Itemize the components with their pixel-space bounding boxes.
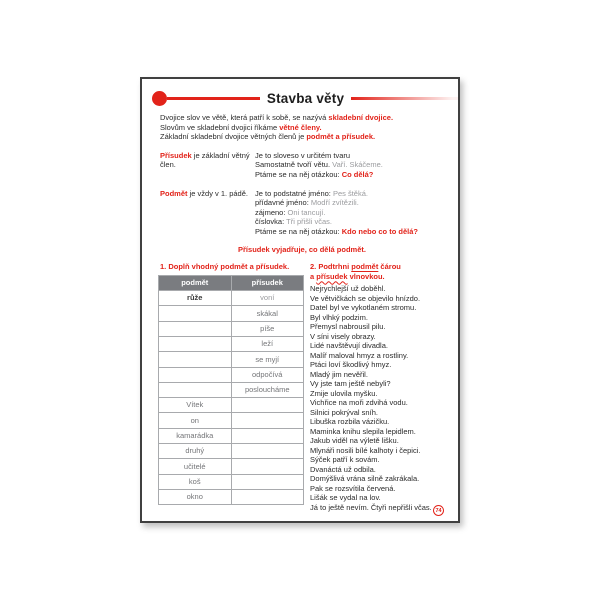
exercises-section <box>160 262 444 512</box>
exercise-sentence: Přemysl nabrousil pilu. <box>310 322 386 332</box>
title-rule-right <box>351 97 458 100</box>
exercise-sentence: Maminka knihu slepila lepidlem. <box>310 426 416 436</box>
table-row <box>159 367 304 382</box>
cell-prisudek <box>231 398 304 413</box>
text-plain: Slovům ve skladební dvojici říkáme <box>160 122 280 132</box>
exercise-sentence: Silnici pokrýval sníh. <box>310 407 378 417</box>
exercise-sentence: Vy jste tam ještě nebyli? <box>310 379 391 389</box>
cell-podmet <box>159 336 232 351</box>
exercise-sentence: Já to ještě nevím. Čtyři nepřišli včas. <box>310 502 432 512</box>
page-title: Stavba věty <box>266 91 345 106</box>
exercise-sentence: Dvanáctá už odbila. <box>310 464 376 474</box>
heading-pre: a <box>310 271 317 281</box>
term-rest: je vždy v 1. pádě. <box>187 188 248 198</box>
header-prisudek: přísudek <box>231 275 304 290</box>
text-plain: Ptáme se na něj otázkou: <box>255 226 342 236</box>
heading-wavy-word: přísudek <box>316 271 348 281</box>
cell-prisudek <box>231 443 304 458</box>
text-highlight: skladební dvojice. <box>328 113 394 122</box>
text-plain: zájmeno: <box>255 207 288 217</box>
text-line <box>255 189 444 199</box>
exercise-sentence: Datel byl ve vykotlaném stromu. <box>310 303 417 313</box>
exercise-sentence: Nejrychlejší už doběhl. <box>310 284 386 294</box>
cell-prisudek <box>231 459 304 474</box>
text-line <box>160 123 444 133</box>
exercise-sentence: Vichřice na moři zdvihá vodu. <box>310 398 408 408</box>
cell-prisudek: voní <box>231 291 304 306</box>
definition-term <box>160 189 255 237</box>
table-row <box>159 336 304 351</box>
exercise-sentence: Zmije ulovila myšku. <box>310 388 378 398</box>
definition-term <box>160 151 255 180</box>
text-plain: přídavné jméno: <box>255 198 311 208</box>
text-line <box>255 217 444 227</box>
fill-in-table <box>158 275 304 505</box>
cell-prisudek: skákal <box>231 306 304 321</box>
term-rest: je základní větný člen. <box>160 150 250 170</box>
exercise-sentence: Libuška rozbila vázičku. <box>310 417 390 427</box>
exercise-1 <box>160 262 310 512</box>
red-dot-icon <box>152 91 167 106</box>
table-head <box>159 275 304 290</box>
text-line <box>255 160 444 170</box>
cell-podmet: okno <box>159 489 232 504</box>
exercise-sentence: Mlynáři nosili bílé kalhoty i čepici. <box>310 445 421 455</box>
worksheet-page <box>140 77 460 523</box>
table-row <box>159 352 304 367</box>
intro-paragraph <box>160 113 444 142</box>
text-line <box>255 208 444 218</box>
table-row <box>159 291 304 306</box>
text-example: Pes štěká. <box>332 188 368 198</box>
title-rule-left <box>167 97 260 100</box>
text-highlight: Kdo nebo co to dělá? <box>341 226 418 236</box>
cell-prisudek: posloucháme <box>231 382 304 397</box>
text-line <box>255 227 444 237</box>
text-line <box>255 151 444 161</box>
cell-prisudek: se myjí <box>231 352 304 367</box>
cell-podmet <box>159 306 232 321</box>
cell-prisudek <box>231 474 304 489</box>
heading-post: vlnovkou. <box>347 271 385 281</box>
exercise-sentence: Mladý jim nevěřil. <box>310 369 368 379</box>
text-plain: Samostatně tvoří větu. <box>255 160 333 170</box>
text-plain: Ptáme se na něj otázkou: <box>255 169 342 179</box>
cell-podmet: učitelé <box>159 459 232 474</box>
text-line <box>160 132 444 142</box>
exercise-sentence: V síni visely obrazy. <box>310 331 376 341</box>
exercise-sentence: Ptáci loví škodlivý hmyz. <box>310 360 392 370</box>
cell-podmet <box>159 367 232 382</box>
table-row <box>159 321 304 336</box>
exercise-sentence: Byl vlhký podzim. <box>310 312 368 322</box>
definition-details <box>255 189 444 237</box>
text-plain: Dvojice slov ve větě, která patří k sobě, se nazývá <box>160 113 329 122</box>
text-plain: Je to podstatné jméno: <box>255 188 333 198</box>
cell-prisudek <box>231 413 304 428</box>
header-podmet: podmět <box>159 275 232 290</box>
definition-prisudek <box>160 151 444 180</box>
table-row <box>159 459 304 474</box>
exercise-sentence: Pak se rozsvítila červená. <box>310 483 396 493</box>
text-line <box>160 113 444 123</box>
exercise-sentence: Sýček patří k sovám. <box>310 455 380 465</box>
cell-prisudek: odpočívá <box>231 367 304 382</box>
summary-rule: Přísudek vyjadřuje, co dělá podmět. <box>238 244 366 254</box>
cell-prisudek: leží <box>231 336 304 351</box>
cell-prisudek: píše <box>231 321 304 336</box>
cell-prisudek <box>231 489 304 504</box>
cell-podmet <box>159 321 232 336</box>
text-example: Vaří. Skáčeme. <box>332 160 383 170</box>
cell-podmet: kamarádka <box>159 428 232 443</box>
heading-pre: 2. Podtrhni <box>310 262 352 272</box>
table-row <box>159 382 304 397</box>
table-row <box>159 428 304 443</box>
table-row <box>159 413 304 428</box>
exercise-2-heading-line1 <box>310 262 444 272</box>
table-row <box>159 306 304 321</box>
exercise-sentence: Jakub viděl na výletě lišku. <box>310 436 399 446</box>
table-row <box>159 443 304 458</box>
table-row <box>159 398 304 413</box>
table-body <box>159 291 304 505</box>
cell-podmet: druhý <box>159 443 232 458</box>
exercise-sentence: Lišák se vydal na lov. <box>310 493 381 503</box>
text-plain: Je to sloveso v určitém tvaru <box>255 150 351 160</box>
definition-podmet <box>160 189 444 237</box>
text-highlight: podmět a přísudek. <box>306 132 376 142</box>
exercise-2 <box>310 262 444 512</box>
table-row <box>159 489 304 504</box>
exercise-sentence: Ve větvičkách se objevilo hnízdo. <box>310 293 421 303</box>
text-example: Modří zvítězili. <box>310 198 359 208</box>
cell-podmet: růže <box>159 291 232 306</box>
term-label: Podmět <box>160 188 188 198</box>
term-label: Přísudek <box>160 150 192 160</box>
text-highlight: Co dělá? <box>341 169 374 179</box>
cell-podmet <box>159 382 232 397</box>
exercise-sentence: Malíř maloval hmyz a rostliny. <box>310 350 409 360</box>
heading-underlined-word: podmět <box>351 262 379 272</box>
page-content <box>142 79 458 521</box>
text-plain: číslovka: <box>255 217 287 227</box>
exercise-sentence: Domýšlivá vrána silně zakrákala. <box>310 474 420 484</box>
table-row <box>159 474 304 489</box>
exercise-sentence: Lidé navštěvují divadla. <box>310 341 388 351</box>
cell-podmet: Vítek <box>159 398 232 413</box>
sentence-list <box>310 284 444 512</box>
exercise-1-heading: 1. Doplň vhodný podmět a přísudek. <box>160 262 290 272</box>
table-header-row <box>159 275 304 290</box>
page-number-badge: 74 <box>433 505 444 516</box>
cell-podmet: koš <box>159 474 232 489</box>
text-example: Tři přišli včas. <box>286 217 332 227</box>
text-highlight: větné členy. <box>279 122 322 132</box>
text-line <box>255 170 444 180</box>
cell-podmet: on <box>159 413 232 428</box>
text-line <box>255 198 444 208</box>
text-example: Oni tancují. <box>287 207 326 217</box>
text-plain: Základní skladební dvojice větných členů je <box>160 132 307 142</box>
exercise-2-heading-line2 <box>310 272 444 282</box>
cell-podmet <box>159 352 232 367</box>
definition-details <box>255 151 444 180</box>
cell-prisudek <box>231 428 304 443</box>
section-title-row <box>160 79 444 107</box>
heading-post: čárou <box>378 262 401 272</box>
